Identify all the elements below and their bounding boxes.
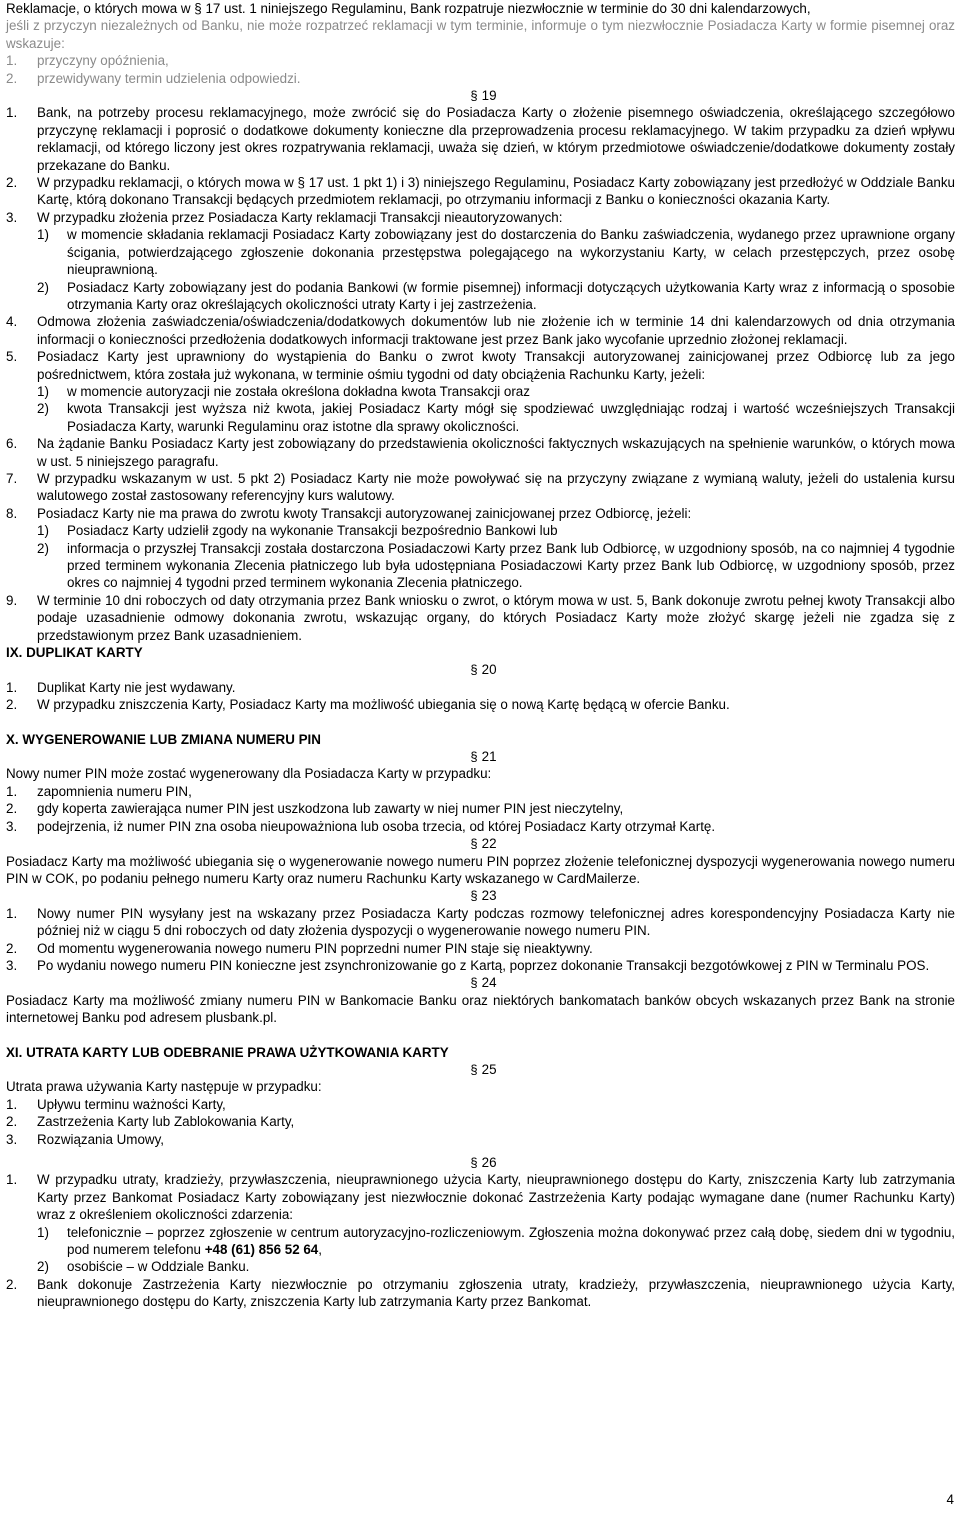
section-heading: § 21 [470,749,497,765]
list-item: 5. Posiadacz Karty jest uprawniony do wystąpienia do Banku o zwrot kwoty Transakcji autoryzowanej zainicjowanej przez Odbiorcę lub za jego pośrednictwem, która została już wykonana, w terminie ośmiu tygodni od daty obciążenia Rachunku Karty, jeżeli: [6,349,955,382]
section-heading: § 22 [470,836,497,852]
list-item: 3. W przypadku złożenia przez Posiadacza Karty reklamacji Transakcji nieautoryzowanych: [6,209,563,225]
list-item: 1. przyczyny opóźnienia, [6,53,169,69]
list-item: 2. Zastrzeżenia Karty lub Zablokowania Karty, [6,1114,295,1130]
section-19 [0,87,960,644]
paragraph-sign-icon: § [470,88,478,104]
intro-faded-text: jeśli z przyczyn niezależnych od Banku, nie może rozpatrzeć reklamacji w tym terminie, informuje o tym niezwłocznie Posiadacza Karty w formie pisemnej oraz wskazuje: [6,18,955,51]
sub-item: 1) telefonicznie – poprzez zgłoszenie w centrum autoryzacyjno-rozliczeniowym. Zgłoszenia można dokonywać przez całą dobę, siedem dni w tygodniu, pod numerem telefonu +48 (61) 856 52 64, [37,1224,955,1258]
paragraph-sign-icon: § [470,1061,478,1077]
list-item: 1. zapomnienia numeru PIN, [6,783,192,799]
section-intro: Utrata prawa używania Karty następuje w przypadku: [6,1079,322,1095]
list-item: 2. Od momentu wygenerowania nowego numeru PIN poprzedni numer PIN staje się nieaktywny. [6,940,593,956]
paragraph-sign-icon: § [470,888,478,904]
list-item: 1. Nowy numer PIN wysyłany jest na wskazany przez Posiadacza Karty podczas rozmowy telefonicznej adres korespondencyjny Posiadacza Karty nie później niż w ciągu 5 dni roboczych od daty złożenia dyspozycji o wygenerowanie nowego numeru PIN. [6,905,955,939]
paragraph-sign-icon: § [470,1155,478,1170]
paragraph-sign-icon: § [470,749,478,765]
list-item: 2. Bank dokonuje Zastrzeżenia Karty niezwłocznie po otrzymaniu zgłoszenia utraty, kradzieży, przywłaszczenia, nieuprawnionego użycia Karty, nieuprawnionego dostępu do Karty, zniszczenia Karty lub zatrzymania Karty przez Bankomat. [6,1276,955,1310]
section-heading: § 19 [470,88,497,104]
intro-block [0,0,960,87]
chapter-ix [0,644,960,714]
section-intro: Nowy numer PIN może zostać wygenerowany dla Posiadacza Karty w przypadku: [6,766,492,782]
list-item: 1. Duplikat Karty nie jest wydawany. [6,679,236,695]
intro-line: Reklamacje, o których mowa w § 17 ust. 1 niniejszego Regulaminu, Bank rozpatruje niezwłocznie w terminie do 30 dni kalendarzowych, [6,1,811,16]
sub-item: 1) w momencie składania reklamacji Posiadacz Karty zobowiązany jest do dostarczenia do Banku zaświadczenia, wydanego przez uprawnione organy ścigania, potwierdzającego zgłoszenie dokonania przestępstwa polegającego na wykorzystaniu Karty, w celach przestępczych, przez osobę nieuprawnioną. [37,227,955,278]
list-item: 1. Upływu terminu ważności Karty, [6,1096,226,1112]
paragraph-text: Posiadacz Karty ma możliwość ubiegania się o wygenerowanie nowego numeru PIN poprzez złożenie telefonicznej dyspozycji wygenerowania nowego numeru PIN w COK, po podaniu pełnego numeru Karty oraz numeru Rachunku Karty wskazanego w CardMailerze. [6,853,955,886]
section-heading: § 26 [470,1155,497,1170]
list-item: 3. Po wydaniu nowego numeru PIN konieczne jest zsynchronizowanie go z Kartą, poprzez dokonanie Transakcji bezgotówkowej z PIN w Terminalu POS. [6,957,930,973]
paragraph-sign-icon: § [470,662,478,678]
sub-item: 1) Posiadacz Karty udzielił zgody na wykonanie Transakcji bezpośrednio Bankowi lub [37,523,558,539]
chapter-heading: IX. DUPLIKAT KARTY [6,645,143,661]
section-heading: § 23 [470,888,497,904]
list-item: 2. W przypadku reklamacji, o których mowa w § 17 ust. 1 pkt 1) i 3) niniejszego Regulaminu, Posiadacz Karty zobowiązany jest przedłożyć w Oddziale Banku Kartę, którą dokonano Transakcji będących przedmiotem reklamacji, po otrzymaniu informacji z Banku o konieczności okazania Karty. [6,175,955,208]
chapter-heading: X. WYGENEROWANIE LUB ZMIANA NUMERU PIN [6,731,321,747]
chapter-x [0,731,960,1027]
list-item: 2. gdy koperta zawierająca numer PIN jest uszkodzona lub zawarty w niej numer PIN jest nieczytelny, [6,801,624,817]
list-item: 6. Na żądanie Banku Posiadacz Karty jest zobowiązany do przedstawienia okoliczności faktycznych wskazujących na spełnienie warunków, o których mowa w ust. 5 niniejszego paragrafu. [6,436,955,469]
list-item: 9. W terminie 10 dni roboczych od daty otrzymania przez Bank wniosku o zwrot, o którym mowa w ust. 5, Bank dokonuje zwrotu pełnej kwoty Transakcji albo podaje uzasadnienie odmowy dokonania zwrotu, wskazując organy, do których Posiadacz Karty może złożyć skargę jeżeli nie zgadza się z przedstawionym przez Bank uzasadnieniem. [6,592,955,643]
list-item: 2. przewidywany termin udzielenia odpowiedzi. [6,70,301,86]
chapter-xi [0,1044,960,1311]
sub-item: 2) Posiadacz Karty zobowiązany jest do podania Bankowi (w formie pisemnej) informacji dotyczących użytkowania Karty wraz z informacją o sposobie otrzymania Karty oraz określających okoliczności utraty Karty i jej zastrzeżenia. [37,279,955,312]
paragraph-sign-icon: § [470,836,478,852]
sub-item: 2) kwota Transakcji jest wyższa niż kwota, jakiej Posiadacz Karty mógł się spodziewać uwzględniając rodzaj i wartość wcześniejszych Transakcji Posiadacza Karty, warunki Regulaminu oraz istotne dla sprawy okoliczności. [37,401,955,434]
paragraph-sign-icon: § [470,975,478,991]
list-item: 8. Posiadacz Karty nie ma prawa do zwrotu kwoty Transakcji autoryzowanej zainicjowanej przez Odbiorcę, jeżeli: [6,505,692,521]
section-heading: § 24 [470,975,497,991]
page-number: 4 [946,1492,954,1507]
sub-item: 1) w momencie autoryzacji nie została określona dokładna kwota Transakcji oraz [37,383,530,399]
sub-item: 2) osobiście – w Oddziale Banku. [37,1259,250,1275]
list-item: 4. Odmowa złożenia zaświadczenia/oświadczenia/dodatkowych dokumentów lub nie złożenie ich w terminie 14 dni kalendarzowych od dnia otrzymania informacji o konieczności przedłożenia dodatkowych informacji traktowane jest przez Bank jako wycofanie uprzednio złożonej reklamacji. [6,314,955,347]
chapter-heading: XI. UTRATA KARTY LUB ODEBRANIE PRAWA UŻYTKOWANIA KARTY [6,1044,449,1060]
phone-number: +48 (61) 856 52 64 [204,1242,319,1258]
list-item: 3. Rozwiązania Umowy, [6,1131,165,1147]
list-item: 7. W przypadku wskazanym w ust. 5 pkt 2) Posiadacz Karty nie może powoływać się na przyczyny związane z wymianą waluty, jeżeli do ustalenia kursu walutowego został zastosowany referencyjny kurs walutowy. [6,470,955,504]
list-item: 1. Bank, na potrzeby procesu reklamacyjnego, może zwrócić się do Posiadacza Karty o złożenie pisemnego oświadczenia, określającego szczegółowo przyczynę reklamacji i poprosić o dodatkowe dokumenty konieczne dla przeprowadzenia procesu reklamacyjnego. W takim przypadku za dzień wpływu reklamacji, od którego liczony jest okres rozpatrywania reklamacji, uważa się dzień, w którym przedmiotowe oświadczenie/dodatkowe dokumenty zostały przekazane do Banku. [6,105,955,173]
section-heading: § 25 [470,1061,497,1077]
paragraph-text: Posiadacz Karty ma możliwość zmiany numeru PIN w Bankomacie Banku oraz niektórych bankomatach banków obcych wskazanych przez Bank na stronie internetowej Banku pod adresem plusbank.pl. [6,992,955,1026]
sub-item: 2) informacja o przyszłej Transakcji została dostarczona Posiadaczowi Karty przez Bank lub Odbiorcę, w uzgodniony sposób, na co najmniej 4 tygodnie przed terminem wykonania Zlecenia płatniczego lub była udostępniana Posiadaczowi Karty przez Bank lub Odbiorcę, w uzgodniony sposób, przez okres co najmniej 4 tygodni przed terminem wykonania Zlecenia płatniczego. [37,540,955,591]
section-heading: § 20 [470,662,497,678]
list-item: 3. podejrzenia, iż numer PIN zna osoba nieupoważniona lub osoba trzecia, od której Posiadacz Karty otrzymał Kartę. [6,818,716,834]
list-item: 2. W przypadku zniszczenia Karty, Posiadacz Karty ma możliwość ubiegania się o nową Kartę będącą w ofercie Banku. [6,697,730,713]
list-item: 1. W przypadku utraty, kradzieży, przywłaszczenia, nieuprawnionego użycia Karty, nieuprawnionego dostępu do Karty, zniszczenia Karty lub zatrzymania Karty przez Bankomat Posiadacz Karty zobowiązany jest niezwłocznie dokonać Zastrzeżenia Karty podając wymagane dane (numer Rachunku Karty) wraz z określeniem okoliczności zdarzenia: [6,1172,955,1223]
